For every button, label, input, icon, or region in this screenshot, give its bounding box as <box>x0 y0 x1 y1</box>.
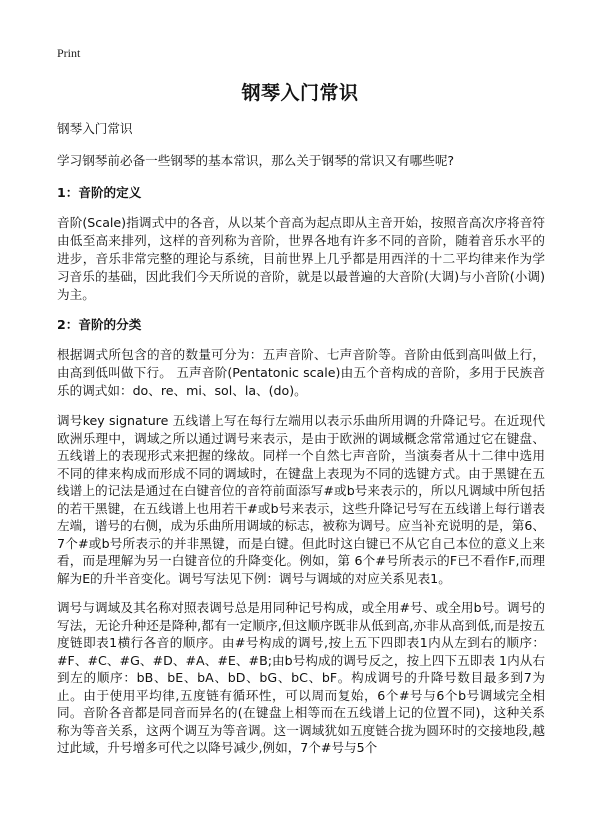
paragraph-key-signature: 调号key signature 五线谱上写在每行左端用以表示乐曲所用调的升降记号。在近现代欧洲乐理中，调域之所以通过调号来表示，是由于欧洲的调域概念常常通过它在键盘、五线谱上的表现形式来把握的缘故。同样一个自然七声音阶，当演奏者从十二律中选用不同的律来构成而形成不同的调域时，在键盘上表现为不同的选键方式。由于黑键在五线谱上的记法是通过在白键音位的音符前面添写#或b号来表示的，所以凡调域中所包括的若干黑键，在五线谱上也用若干#或b号来表示，这些升降记号写在五线谱上每行谱表左端，谱号的右侧，成为乐曲所用调域的标志，被称为调号。应当补充说明的是，第6、7个#或b号所表示的并非黑键，而是白键。但此时这白键已不从它自己本位的意义上来看，而是理解为另一白键音位的升降变化。例如，第 6个#号所表示的F已不看作F,而理解为E的升半音变化。调号写法见下例：调号与调域的对应关系见表1。 <box>57 413 545 586</box>
print-link[interactable]: Print <box>57 46 81 60</box>
paragraph-key-signature-table: 调号与调域及其名称对照表调号总是用同种记号构成，或全用#号、或全用b号。调号的写法，无论升种还是降种,都有一定顺序,但这顺序既非从低到高,亦非从高到低,而是按五度链即表1横行各音的顺序。由#号构成的调号,按上五下四即表1内从左到右的顺序：#F、#C、#G、#D、#A、#E、#B;由b号构成的调号反之，按上四下五即表 1内从右到左的顺序：bB、bE、bA、bD、bG、bC、bF。构成调号的升降号数目最多到7为止。由于使用平均律,五度链有循环性，可以周而复始，6个#号与6个b号调域完全相同。音阶各音都是同音而异名的(在键盘上相等而在五线谱上记的位置不同)，这种关系称为等音关系，这两个调互为等音调。这一调域犹如五度链合拢为圆环时的交接地段,越过此域，升号增多可代之以降号减少,例如，7个#号与5个 <box>57 600 545 755</box>
intro-paragraph: 学习钢琴前必备一些钢琴的基本常识，那么关于钢琴的常识又有哪些呢? <box>57 153 455 168</box>
section-heading-scale-classification: 2：音阶的分类 <box>57 317 142 332</box>
page-title: 钢琴入门常识 <box>241 82 359 104</box>
paragraph-scale-definition: 音阶(Scale)指调式中的各音，从以某个音高为起点即从主音开始，按照音高次序将音符由低至高来排列，这样的音列称为音阶，世界各地有许多不同的音阶，随着音乐水平的进步，音乐非常完整的理论与系统，目前世界上几乎都是用西洋的十二平均律来作为学习音乐的基础，因此我们今天所说的音阶，就是以最普遍的大音阶(大调)与小音阶(小调)为主。 <box>57 215 545 302</box>
paragraph-scale-classification: 根据调式所包含的音的数量可分为：五声音阶、七声音阶等。音阶由低到高叫做上行，由高到低叫做下行。 五声音阶(Pentatonic scale)由五个音构成的音阶，多用于民族音乐的调式如：do、re、mi、sol、la、(do)。 <box>57 347 545 398</box>
document-body <box>57 120 545 769</box>
section-heading-scale-definition: 1：音阶的定义 <box>57 185 142 200</box>
document-subtitle: 钢琴入门常识 <box>57 121 133 136</box>
